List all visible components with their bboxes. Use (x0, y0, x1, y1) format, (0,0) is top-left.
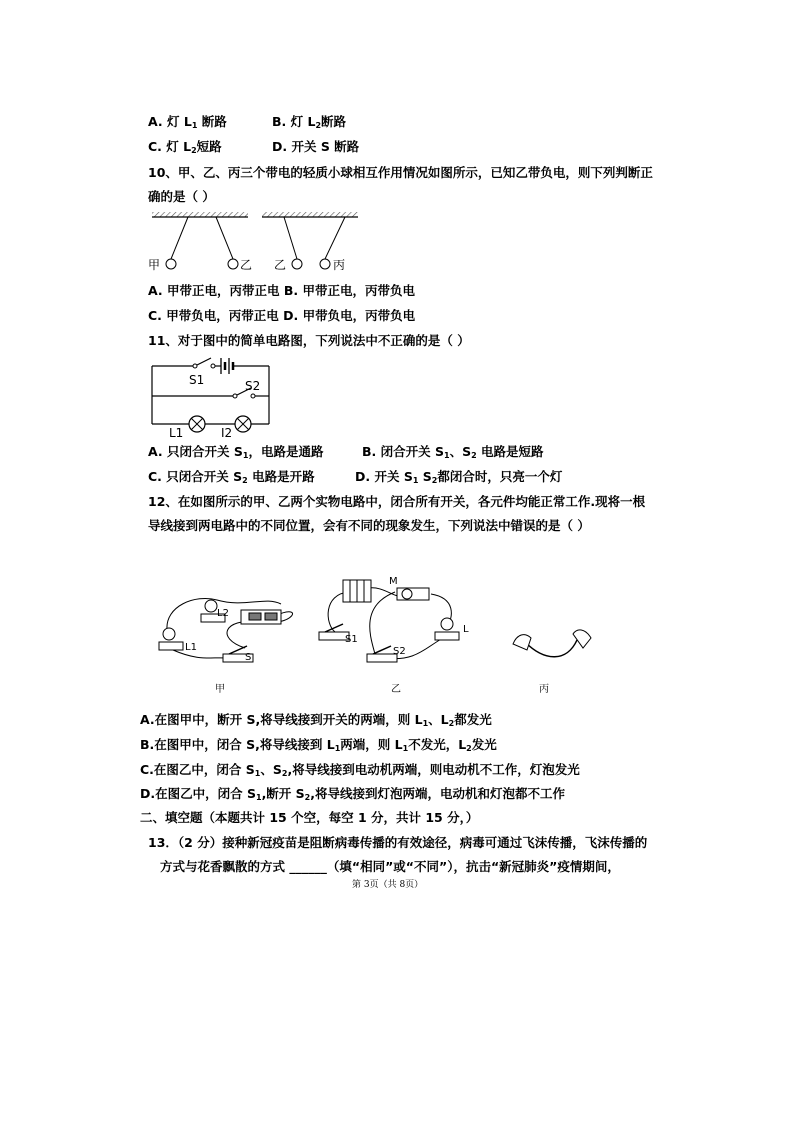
ceiling-right (262, 212, 358, 217)
q9-option-b: B. 灯 $L_2$断路 (272, 114, 347, 130)
label-s1: S1 (189, 373, 205, 387)
q10-stem-line2: 确的是（ ） (148, 189, 215, 204)
label-l1: L1 (169, 426, 184, 438)
lamp-l1-base (159, 642, 183, 650)
q11-circuit-diagram (145, 354, 275, 438)
label-bing: 丙 (333, 258, 346, 272)
caption-yi: 乙 (391, 684, 401, 695)
label-s1: S1 (345, 634, 358, 645)
label-s: S (245, 652, 252, 663)
q12-stem-line2: 导线接到两电路中的不同位置，会有不同的现象发生，下列说法中错误的是（ ） (148, 518, 590, 533)
q12-option-c: C.在图乙中，闭合 $S_1$、$S_2$,将导线接到电动机两端，则电动机不工作，灯泡发光 (140, 762, 580, 778)
q10-options-cd: C. 甲带负电，丙带正电 D. 甲带负电，丙带负电 (148, 308, 416, 323)
label-l1: L1 (185, 642, 197, 653)
q11-option-a: A. 只闭合开关 $S_1$，电路是通路 (148, 444, 324, 460)
q11-option-c: C. 只闭合开关 $S_2$ 电路是开路 (148, 469, 315, 485)
q9-option-d: D. 开关 S 断路 (272, 139, 360, 154)
q13-line2: 方式与花香飘散的方式 ______（填“相同”或“不同”），抗击“新冠肺炎”疫情期间， (160, 859, 620, 874)
label-s2: S2 (245, 379, 261, 393)
q11-option-b: B. 闭合开关 $S_1$、$S_2$ 电路是短路 (362, 444, 544, 460)
q9-option-a: A. 灯 $L_1$ 断路 (148, 114, 227, 130)
ball-jia (166, 259, 176, 269)
q10-stem-line1: 10、甲、乙、丙三个带电的轻质小球相互作用情况如图所示，已知乙带负电，则下列判断正 (148, 165, 653, 180)
q12-figure (145, 566, 610, 696)
q10-options-ab: A. 甲带正电，丙带正电 B. 甲带正电，丙带负电 (148, 283, 415, 298)
caption-bing: 丙 (539, 684, 549, 695)
label-s2: S2 (393, 646, 406, 657)
label-l2: L2 (217, 608, 229, 619)
label-yi-1: 乙 (240, 258, 253, 272)
lamp-l-bulb (441, 618, 453, 630)
section-fill-in-heading: 二、填空题（本题共计 15 个空，每空 1 分，共计 15 分，） (140, 810, 479, 825)
lamp-l2-bulb (205, 600, 217, 612)
label-l: L (463, 624, 469, 635)
q12-stem-line1: 12、在如图所示的甲、乙两个实物电路中，闭合所有开关，各元件均能正常工作.现将一根 (148, 494, 646, 509)
q11-option-d: D. 开关 $S_1$ $S_2$都闭合时，只亮一个灯 (355, 469, 563, 485)
caption-jia: 甲 (215, 684, 225, 695)
switch-s1 (197, 358, 211, 365)
q10-figure (140, 208, 370, 276)
ball-bing (320, 259, 330, 269)
s1-pivot (193, 364, 197, 368)
q11-stem: 11、对于图中的简单电路图，下列说法中不正确的是（ ） (148, 333, 470, 348)
q12-option-d: D.在图乙中，闭合 $S_1$,断开 $S_2$,将导线接到灯泡两端，电动机和灯泡都不工作 (140, 786, 565, 802)
q12-option-a: A.在图甲中，断开 S,将导线接到开关的两端，则 $L_1$、$L_2$都发光 (140, 712, 492, 728)
page-footer: 第 3页（共 8页） (352, 880, 424, 890)
label-yi-2: 乙 (274, 258, 287, 272)
hand-left (513, 635, 531, 650)
ball-yi-left (228, 259, 238, 269)
q13-line1: 13．（2 分）接种新冠疫苗是阻断病毒传播的有效途径，病毒可通过飞沫传播，飞沫传播的 (148, 835, 648, 850)
lamp-l-base (435, 632, 459, 640)
hand-right (573, 630, 591, 648)
label-jia: 甲 (148, 258, 161, 272)
wire-bing (525, 640, 577, 657)
label-l2: I2 (221, 426, 233, 438)
label-m: M (389, 576, 398, 587)
ceiling-left (152, 212, 248, 217)
q9-option-c: C. 灯 $L_2$短路 (148, 139, 222, 155)
lamp-l1-bulb (163, 628, 175, 640)
ball-yi-right (292, 259, 302, 269)
q12-option-b: B.在图甲中，闭合 S,将导线接到 $L_1$两端，则 $L_1$不发光，$L_2$发光 (140, 737, 497, 753)
